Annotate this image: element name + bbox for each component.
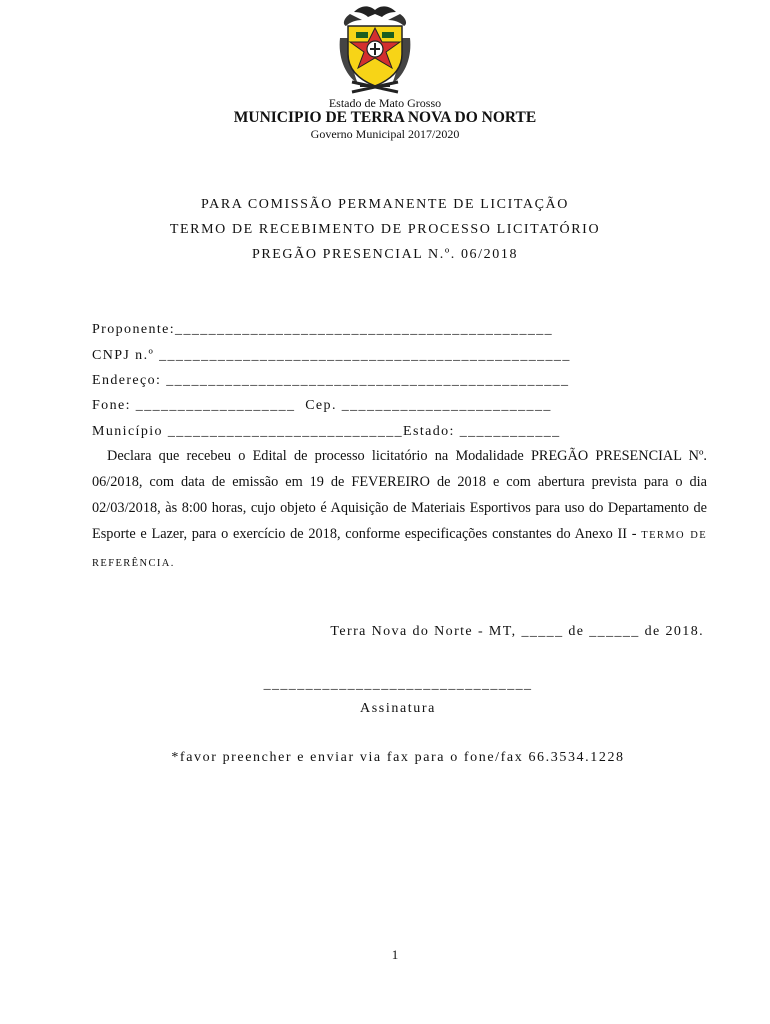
municipality-name: MUNICIPIO DE TERRA NOVA DO NORTE — [233, 109, 537, 126]
state-name: Estado de Mato Grosso — [328, 96, 442, 110]
signature-label: Assinatura — [360, 701, 436, 716]
endereco-field: Endereço: ________________________________________________ — [92, 373, 570, 388]
fone-cep-field: Fone: ___________________ Cep. _________________________ — [92, 398, 552, 413]
cnpj-field: CNPJ n.º _________________________________________________ — [92, 348, 571, 363]
government-term: Governo Municipal 2017/2020 — [310, 127, 460, 141]
proponente-field: Proponente:_____________________________________________ — [92, 322, 554, 337]
document-title-line-1: PARA COMISSÃO PERMANENTE DE LICITAÇÃO — [201, 197, 569, 212]
municipio-estado-field: Município ____________________________Estado: ____________ — [92, 424, 561, 439]
signature-line: ________________________________ — [263, 677, 533, 692]
document-title-line-2: TERMO DE RECEBIMENTO DE PROCESSO LICITATÓRIO — [169, 222, 601, 237]
reference-annex-text: TERMO DE REFERÊNCIA. — [92, 530, 708, 569]
fax-instruction-note: *favor preencher e enviar via fax para o fone/fax 66.3534.1228 — [171, 750, 625, 765]
place-date-line: Terra Nova do Norte - MT, _____ de ______ de 2018. — [330, 624, 704, 639]
declaration-paragraph — [92, 443, 707, 577]
page-number: 1 — [391, 947, 399, 962]
declaration-text: Declara que recebeu o Edital de processo licitatório na Modalidade PREGÃO PRESENCIAL Nº. 06/2018, com data de emissão em 19 de FEVEREIRO de 2018 e com abertura prevista para o dia 02/03/2018, às 8:00 horas, cujo objeto é Aquisição de Materiais Esportivos para uso do Departamento de Esporte e Lazer, para o exercício de 2018, conforme especificações constantes do Anexo II - — [92, 448, 707, 542]
municipal-coat-of-arms-icon — [330, 4, 420, 96]
document-title-line-3: PREGÃO PRESENCIAL N.º. 06/2018 — [251, 247, 519, 262]
